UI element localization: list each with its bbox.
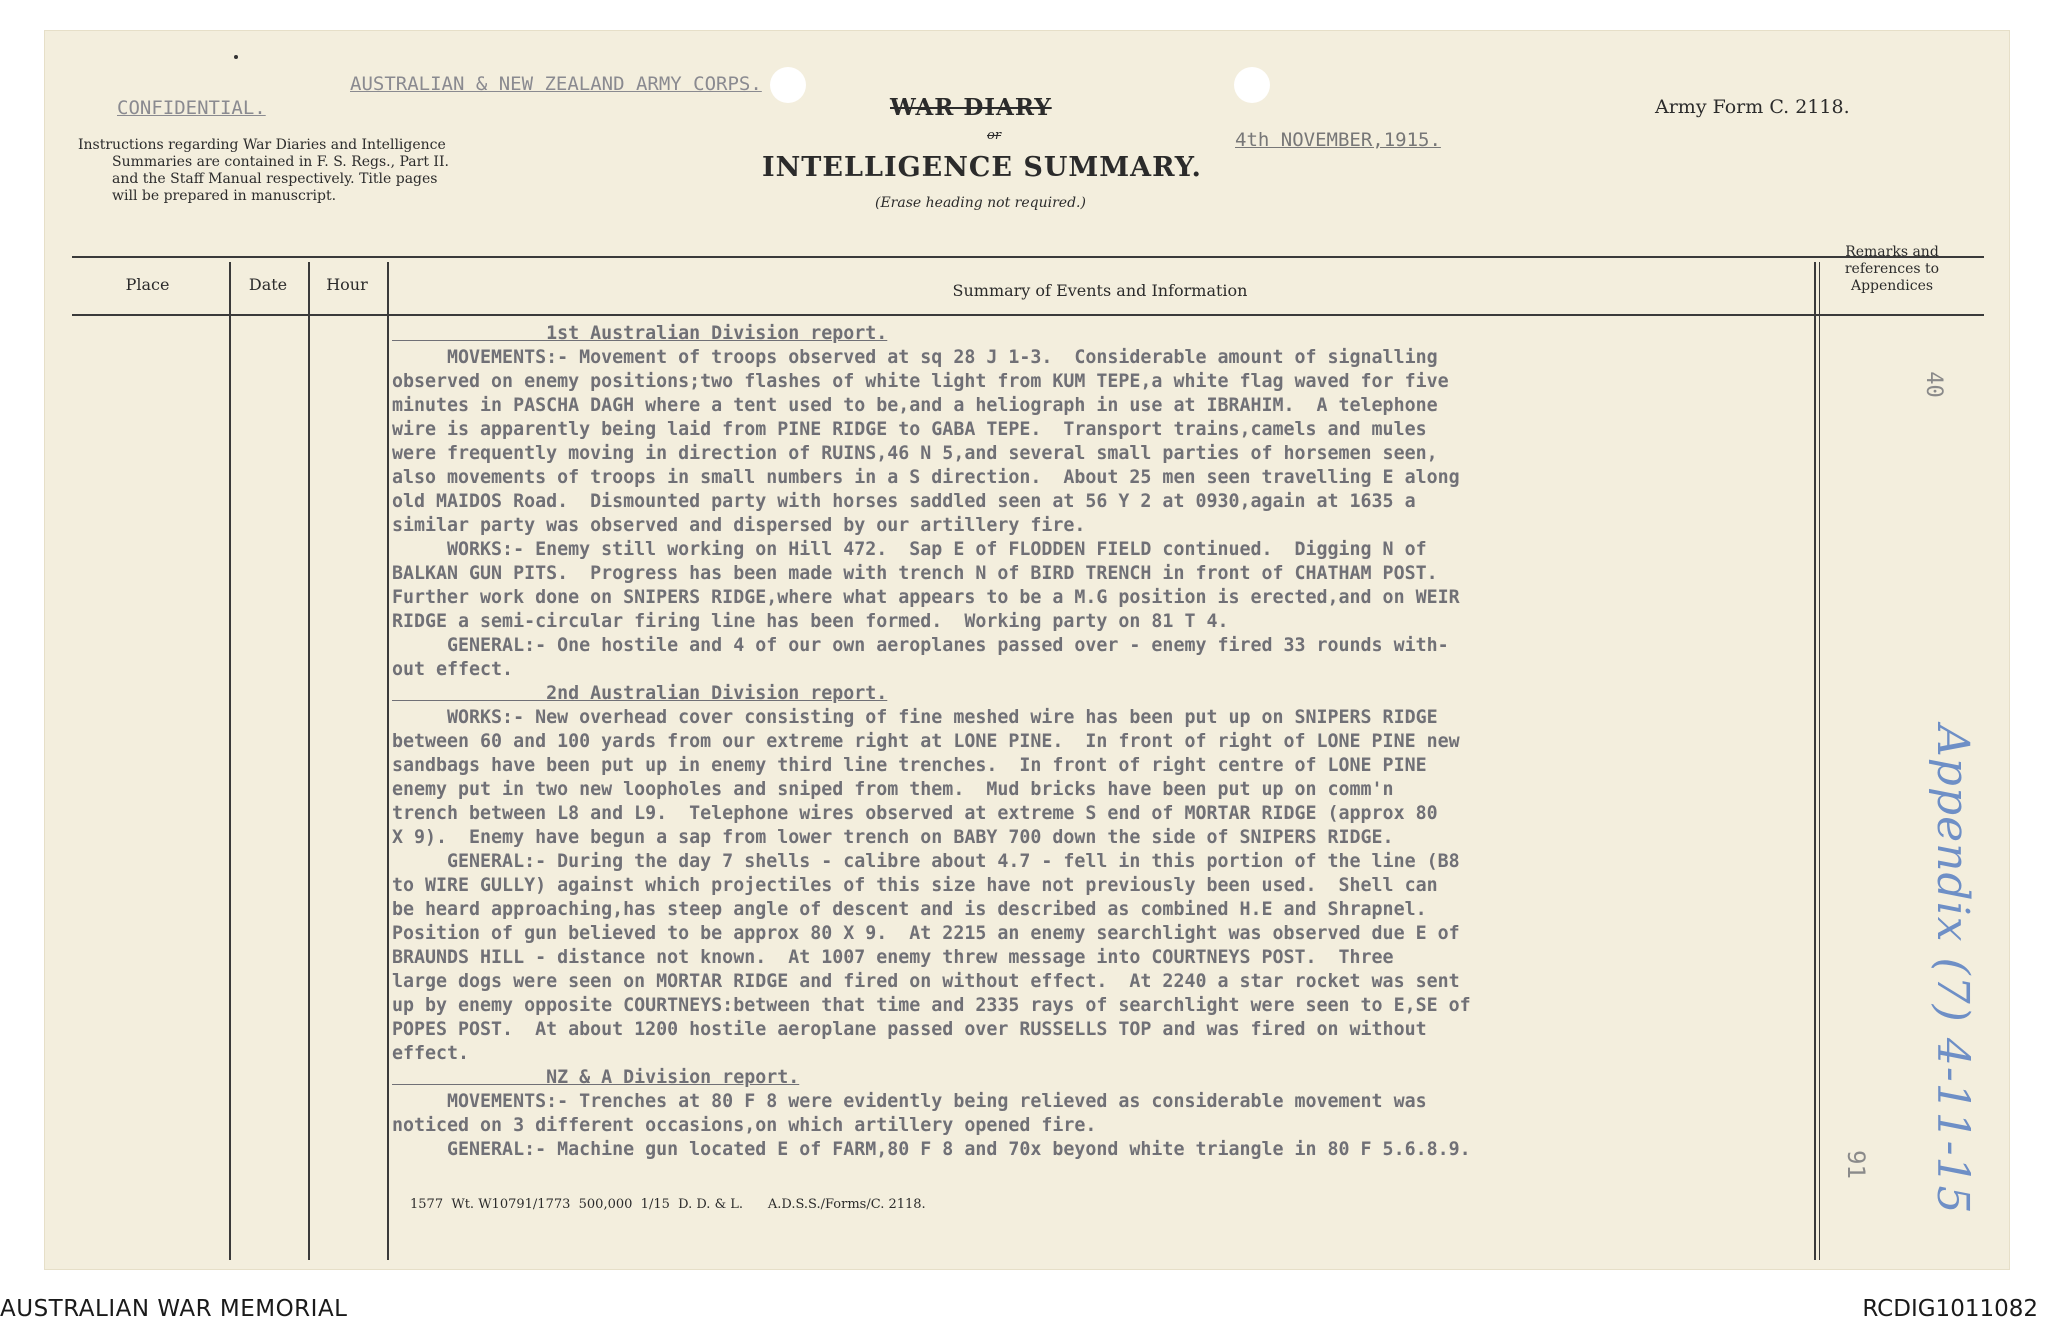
archive-caption: AUSTRALIAN WAR MEMORIAL (0, 1296, 348, 1322)
instructions-line: and the Staff Manual respectively. Title pages (112, 171, 438, 187)
punch-hole (1234, 67, 1270, 103)
summary-line: WORKS:- New overhead cover consisting of fine meshed wire has been put up on SNIPERS RIDGE (392, 707, 1438, 728)
corps-heading: AUSTRALIAN & NEW ZEALAND ARMY CORPS. (350, 73, 762, 95)
instructions-line: will be prepared in manuscript. (112, 188, 337, 204)
summary-line: GENERAL:- Machine gun located E of FARM,80 F 8 and 70x beyond white triangle in 80 F 5.6.8.9. (392, 1139, 1471, 1160)
column-divider (308, 262, 310, 1260)
summary-line: BALKAN GUN PITS. Progress has been made with trench N of BIRD TRENCH in front of CHATHAM POST. (392, 563, 1438, 584)
folio-number: 40 (1920, 371, 1946, 398)
summary-line: between 60 and 100 yards from our extreme right at LONE PINE. In front of right of LONE PINE new (392, 731, 1460, 752)
archive-reference: RCDIG1011082 (1862, 1296, 2038, 1322)
summary-line: old MAIDOS Road. Dismounted party with horses saddled seen at 56 Y 2 at 0930,again at 1635 a (392, 491, 1416, 512)
column-header-remarks (1808, 244, 1976, 295)
summary-line: to WIRE GULLY) against which projectiles of this size have not previously been used. Shell can (392, 875, 1438, 896)
page-number-stamp: 91 (1842, 1150, 1870, 1179)
remarks-header-line: Appendices (1850, 278, 1934, 294)
table-header-rule (72, 314, 1984, 316)
summary-line: Position of gun believed to be approx 80 X 9. At 2215 an enemy searchlight was observed due E of (392, 923, 1460, 944)
war-diary-title: WAR DIARY (890, 94, 1052, 121)
column-header-hour: Hour (326, 275, 368, 294)
summary-line: up by enemy opposite COURTNEYS:between that time and 2335 rays of searchlight were seen to E,SE of (392, 995, 1471, 1016)
summary-line: also movements of troops in small numbers in a S direction. About 25 men seen travelling E along (392, 467, 1460, 488)
summary-line: 1st Australian Division report. (392, 323, 888, 344)
instructions-block (78, 137, 638, 205)
army-form-number: Army Form C. 2118. (1655, 96, 1850, 118)
summary-line: Further work done on SNIPERS RIDGE,where what appears to be a M.G position is erected,and on WEIR (392, 587, 1460, 608)
confidential-label: CONFIDENTIAL. (117, 97, 266, 119)
summary-line: enemy put in two new loopholes and sniped from them. Mud bricks have been put up on comm'n (392, 779, 1394, 800)
summary-line: noticed on 3 different occasions,on which artillery opened fire. (392, 1115, 1097, 1136)
summary-line: NZ & A Division report. (392, 1067, 800, 1088)
summary-line: X 9). Enemy have begun a sap from lower trench on BABY 700 down the side of SNIPERS RIDGE. (392, 827, 1394, 848)
diary-date: 4th NOVEMBER,1915. (1235, 129, 1441, 151)
intelligence-summary-title: INTELLIGENCE SUMMARY. (762, 152, 1202, 183)
summary-line: large dogs were seen on MORTAR RIDGE and fired on without effect. At 2240 a star rocket was sent (392, 971, 1460, 992)
remarks-header-line: references to (1844, 261, 1940, 277)
summary-line: sandbags have been put up in enemy third line trenches. In front of right centre of LONE PINE (392, 755, 1427, 776)
summary-line: RIDGE a semi-circular firing line has been formed. Working party on 81 T 4. (392, 611, 1229, 632)
summary-line: BRAUNDS HILL - distance not known. At 1007 enemy threw message into COURTNEYS POST. Three (392, 947, 1394, 968)
instructions-line: Instructions regarding War Diaries and Intelligence (78, 137, 446, 153)
summary-line: minutes in PASCHA DAGH where a tent used to be,and a heliograph in use at IBRAHIM. A telephone (392, 395, 1438, 416)
summary-line: observed on enemy positions;two flashes of white light from KUM TEPE,a white flag waved for five (392, 371, 1449, 392)
summary-line: similar party was observed and dispersed by our artillery fire. (392, 515, 1086, 536)
summary-line: were frequently moving in direction of RUINS,46 N 5,and several small parties of horsemen seen, (392, 443, 1438, 464)
instructions-line: Summaries are contained in F. S. Regs., Part II. (112, 154, 449, 170)
column-divider (229, 262, 231, 1260)
column-header-date: Date (248, 275, 288, 294)
remarks-header-line: Remarks and (1845, 244, 1939, 260)
summary-line: MOVEMENTS:- Movement of troops observed at sq 28 J 1-3. Considerable amount of signalling (392, 347, 1438, 368)
summary-line: be heard approaching,has steep angle of descent and is described as combined H.E and Shrapnel. (392, 899, 1427, 920)
summary-line: out effect. (392, 659, 514, 680)
form-print-line: 1577 Wt. W10791/1773 500,000 1/15 D. D. & L. A.D.S.S./Forms/C. 2118. (410, 1197, 926, 1212)
summary-line: trench between L8 and L9. Telephone wires observed at extreme S end of MORTAR RIDGE (approx 80 (392, 803, 1438, 824)
ink-dot (234, 55, 238, 59)
summary-line: WORKS:- Enemy still working on Hill 472. Sap E of FLODDEN FIELD continued. Digging N of (392, 539, 1427, 560)
table-top-rule (72, 256, 1984, 258)
summary-body (392, 322, 1832, 1162)
column-header-summary: Summary of Events and Information (952, 281, 1248, 300)
erase-note: (Erase heading not required.) (875, 195, 1086, 211)
or-connector: or (987, 128, 1002, 143)
punch-hole (770, 67, 806, 103)
column-divider (387, 262, 389, 1260)
summary-line: 2nd Australian Division report. (392, 683, 888, 704)
summary-line: GENERAL:- One hostile and 4 of our own aeroplanes passed over - enemy fired 33 rounds with- (392, 635, 1449, 656)
summary-line: effect. (392, 1043, 470, 1064)
summary-line: MOVEMENTS:- Trenches at 80 F 8 were evidently being relieved as considerable movement was (392, 1091, 1427, 1112)
summary-line: GENERAL:- During the day 7 shells - calibre about 4.7 - fell in this portion of the line (B8 (392, 851, 1460, 872)
summary-line: POPES POST. At about 1200 hostile aeroplane passed over RUSSELLS TOP and was fired on without (392, 1019, 1427, 1040)
handwritten-appendix-note: Appendix (7) 4-11-15 (1927, 725, 1978, 1215)
column-header-place: Place (125, 275, 170, 294)
summary-line: wire is apparently being laid from PINE RIDGE to GABA TEPE. Transport trains,camels and mules (392, 419, 1427, 440)
